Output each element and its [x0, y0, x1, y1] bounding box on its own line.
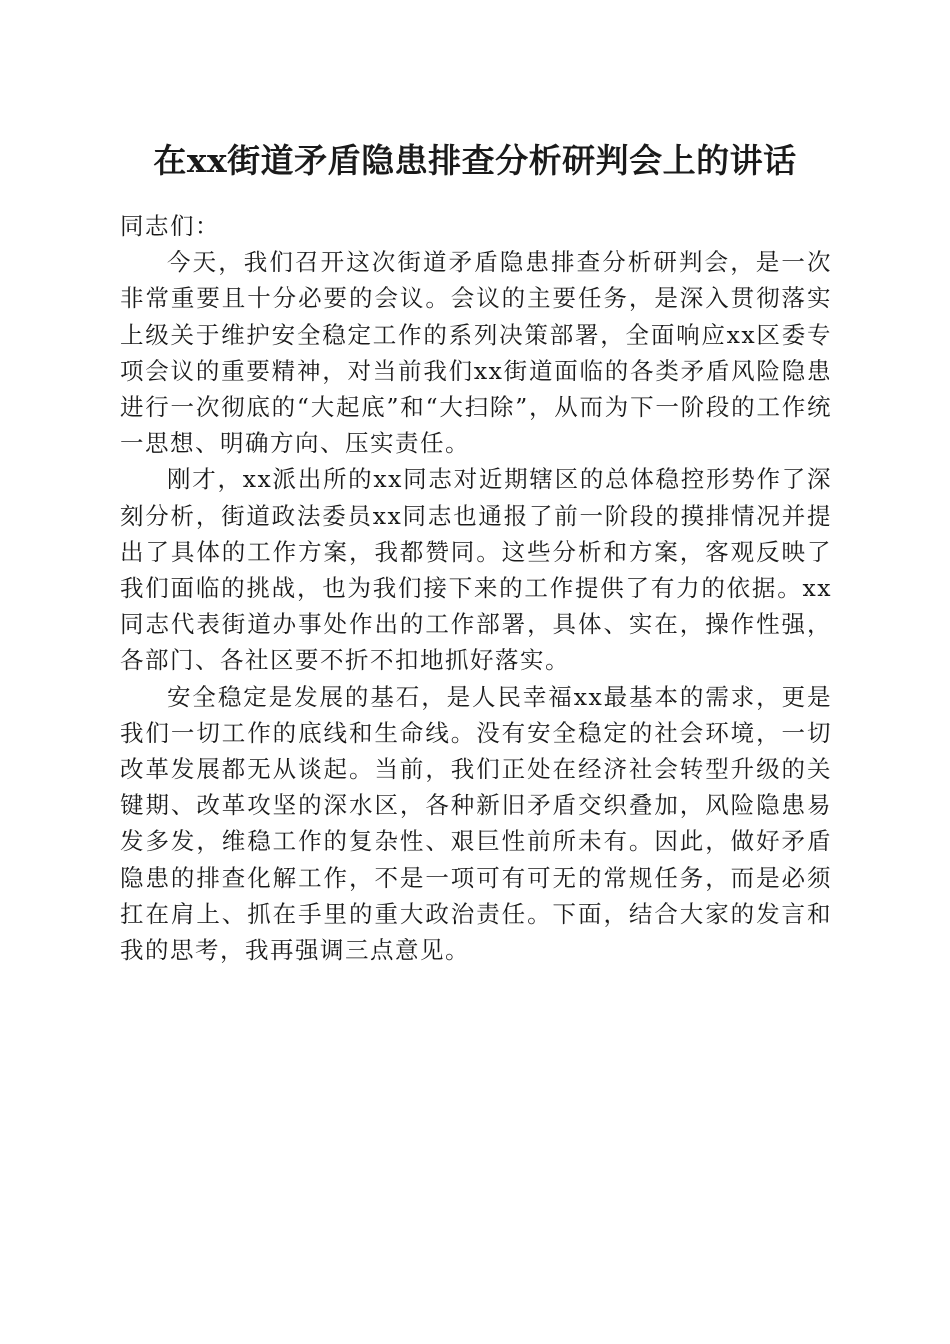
paragraph-3: 安全稳定是发展的基石，是人民幸福xx最基本的需求，更是我们一切工作的底线和生命线。没有安全稳定的社会环境，一切改革发展都无从谈起。当前，我们正处在经济社会转型升级的关键期、改革攻坚的深水区，各种新旧矛盾交织叠加，风险隐患易发多发，维稳工作的复杂性、艰巨性前所未有。因此，做好矛盾隐患的排查化解工作，不是一项可有可无的常规任务，而是必须扛在肩上、抓在手里的重大政治责任。下面，结合大家的发言和我的思考，我再强调三点意见。 — [120, 682, 832, 965]
document-title: 在xx街道矛盾隐患排查分析研判会上的讲话 — [153, 141, 797, 180]
salutation: 同志们： — [120, 212, 220, 240]
paragraph-1: 今天，我们召开这次街道矛盾隐患排查分析研判会，是一次非常重要且十分必要的会议。会议的主要任务，是深入贯彻落实上级关于维护安全稳定工作的系列决策部署，全面响应xx区委专项会议的重要精神，对当前我们xx街道面临的各类矛盾风险隐患进行一次彻底的“大起底”和“大扫除”，从而为下一阶段的工作统一思想、明确方向、压实责任。 — [120, 248, 832, 458]
document-body — [120, 208, 832, 968]
paragraph-2: 刚才，xx派出所的xx同志对近期辖区的总体稳控形势作了深刻分析，街道政法委员xx同志也通报了前一阶段的摸排情况并提出了具体的工作方案，我都赞同。这些分析和方案，客观反映了我们面临的挑战，也为我们接下来的工作提供了有力的依据。xx同志代表街道办事处作出的工作部署，具体、实在，操作性强，各部门、各社区要不折不扣地抓好落实。 — [120, 465, 832, 675]
